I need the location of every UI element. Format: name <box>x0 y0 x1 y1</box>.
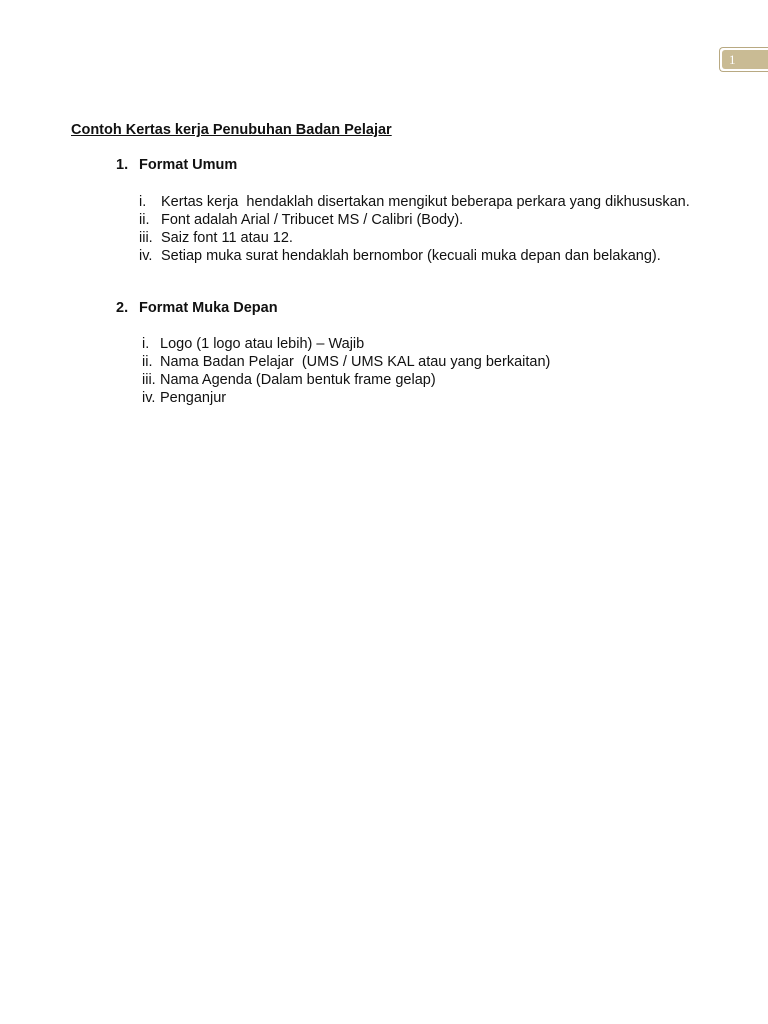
format-umum-list <box>139 193 690 265</box>
list-item-text: Nama Badan Pelajar (UMS / UMS KAL atau yang berkaitan) <box>160 354 551 370</box>
list-item <box>139 229 690 247</box>
section-number: 2. <box>116 300 129 316</box>
document-title: Contoh Kertas kerja Penubuhan Badan Pelajar <box>71 122 392 138</box>
list-item-text: Saiz font 11 atau 12. <box>161 230 293 246</box>
list-item <box>142 353 550 371</box>
list-item <box>142 389 550 407</box>
list-item <box>139 247 690 265</box>
list-item-text: Nama Agenda (Dalam bentuk frame gelap) <box>160 372 436 388</box>
section-heading-format-muka-depan <box>116 300 278 316</box>
section-number: 1. <box>116 157 129 173</box>
list-marker: iv. <box>142 390 156 406</box>
section-heading-format-umum <box>116 157 237 173</box>
list-marker: ii. <box>139 212 150 228</box>
list-item-text: Logo (1 logo atau lebih) – Wajib <box>160 336 365 352</box>
page-number: 1 <box>722 50 768 69</box>
list-marker: i. <box>139 194 147 210</box>
list-item-text: Setiap muka surat hendaklah bernombor (kecuali muka depan dan belakang). <box>161 248 661 264</box>
list-marker: iv. <box>139 248 153 264</box>
format-muka-depan-list <box>142 335 550 407</box>
list-marker: iii. <box>142 372 156 388</box>
section-title: Format Umum <box>139 157 238 173</box>
list-item <box>139 193 690 211</box>
list-item-text: Penganjur <box>160 390 227 406</box>
page-number-badge <box>719 47 768 72</box>
list-marker: ii. <box>142 354 153 370</box>
list-marker: i. <box>142 336 150 352</box>
section-title: Format Muka Depan <box>139 300 278 316</box>
list-item-text: Font adalah Arial / Tribucet MS / Calibri (Body). <box>161 212 464 228</box>
list-item <box>139 211 690 229</box>
list-item <box>142 371 550 389</box>
list-item <box>142 335 550 353</box>
list-item-text: Kertas kerja hendaklah disertakan mengikut beberapa perkara yang dikhususkan. <box>161 194 690 210</box>
list-marker: iii. <box>139 230 153 246</box>
